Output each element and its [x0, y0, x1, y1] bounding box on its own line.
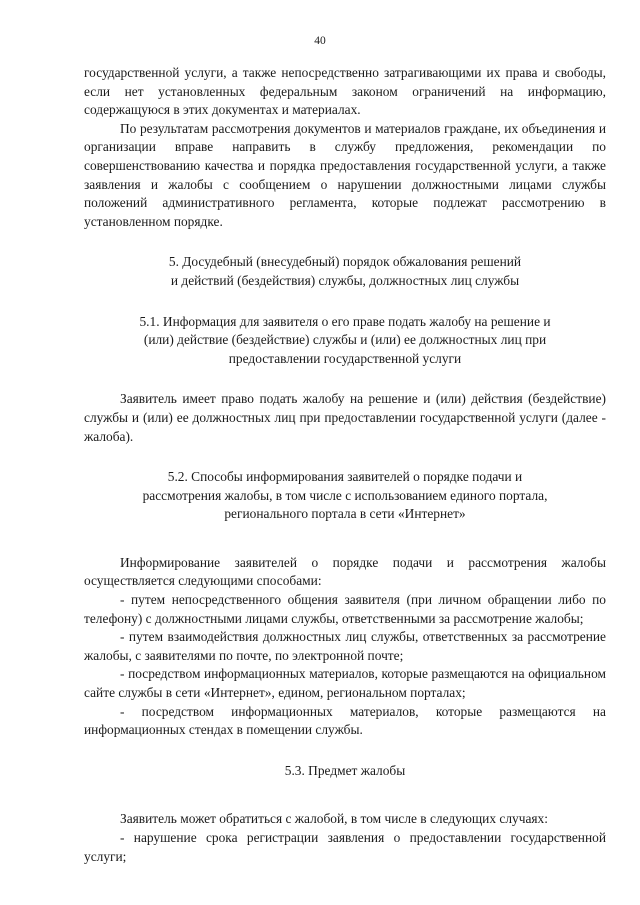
section-5-1-heading-line: 5.1. Информация для заявителя о его праве подать жалобу на решение и [139, 313, 551, 329]
section-5-1-heading [84, 313, 606, 369]
section-5-1-body: Заявитель имеет право подать жалобу на решение и (или) действия (бездействие) службы и (или) ее должностных лиц при предоставлении государственной услуги (далее - жалоба). [84, 391, 606, 444]
section-5-3-intro: Заявитель может обратиться с жалобой, в том числе в следующих случаях: [120, 811, 548, 827]
list-item: - путем непосредственного общения заявителя (при личном обращении либо по телефону) с должностными лицами службы, ответственными за рассмотрение жалобы; [84, 592, 606, 626]
section-5-3-heading: 5.3. Предмет жалобы [284, 762, 406, 778]
paragraph-continuation: государственной услуги, а также непосредственно затрагивающими их права и свободы, если нет установленных федеральным законом ограничений на информацию, содержащуюся в этих документах и материалах. [84, 65, 606, 118]
page-number: 40 [314, 35, 326, 47]
section-5-2-heading-line: 5.2. Способы информирования заявителей о порядке подачи и [167, 469, 523, 485]
section-5-2-heading-line: регионального портала в сети «Интернет» [224, 506, 466, 522]
section-5-2-intro: Информирование заявителей о порядке подачи и рассмотрения жалобы осуществляется следующими способами: [84, 554, 606, 589]
list-item: - путем взаимодействия должностных лиц службы, ответственных за рассмотрение жалобы, с заявителями по почте, по электронной почте; [84, 629, 606, 663]
section-5-1-heading-line: предоставлении государственной услуги [228, 350, 462, 366]
section-5-heading-line: 5. Досудебный (внесудебный) порядок обжалования решений [168, 254, 522, 270]
section-5-2-heading [84, 468, 606, 524]
section-5-2-heading-line: рассмотрения жалобы, в том числе с использованием единого портала, [142, 487, 548, 503]
section-5-heading [84, 253, 606, 290]
list-item: - посредством информационных материалов, которые размещаются на информационных стендах в помещении службы. [84, 703, 606, 738]
section-5-1-heading-line: (или) действие (бездействие) службы и (или) ее должностных лиц при [143, 332, 547, 348]
paragraph-review-results: По результатам рассмотрения документов и материалов граждане, их объединения и организации вправе направить в службу предложения, рекомендации по совершенствованию качества и порядка предоставления государственной услуги, а также заявления и жалобы с сообщением о нарушении должностными лицами службы положений административного регламента, которые подлежат рассмотрению в установленном порядке. [84, 120, 606, 229]
document-body [84, 64, 606, 866]
list-item: - посредством информационных материалов, которые размещаются на официальном сайте службы в сети «Интернет», едином, региональном порталах; [84, 666, 606, 701]
list-item: - нарушение срока регистрации заявления о предоставлении государственной услуги; [84, 830, 606, 864]
section-5-heading-line: и действий (бездействия) службы, должностных лиц службы [170, 272, 520, 288]
